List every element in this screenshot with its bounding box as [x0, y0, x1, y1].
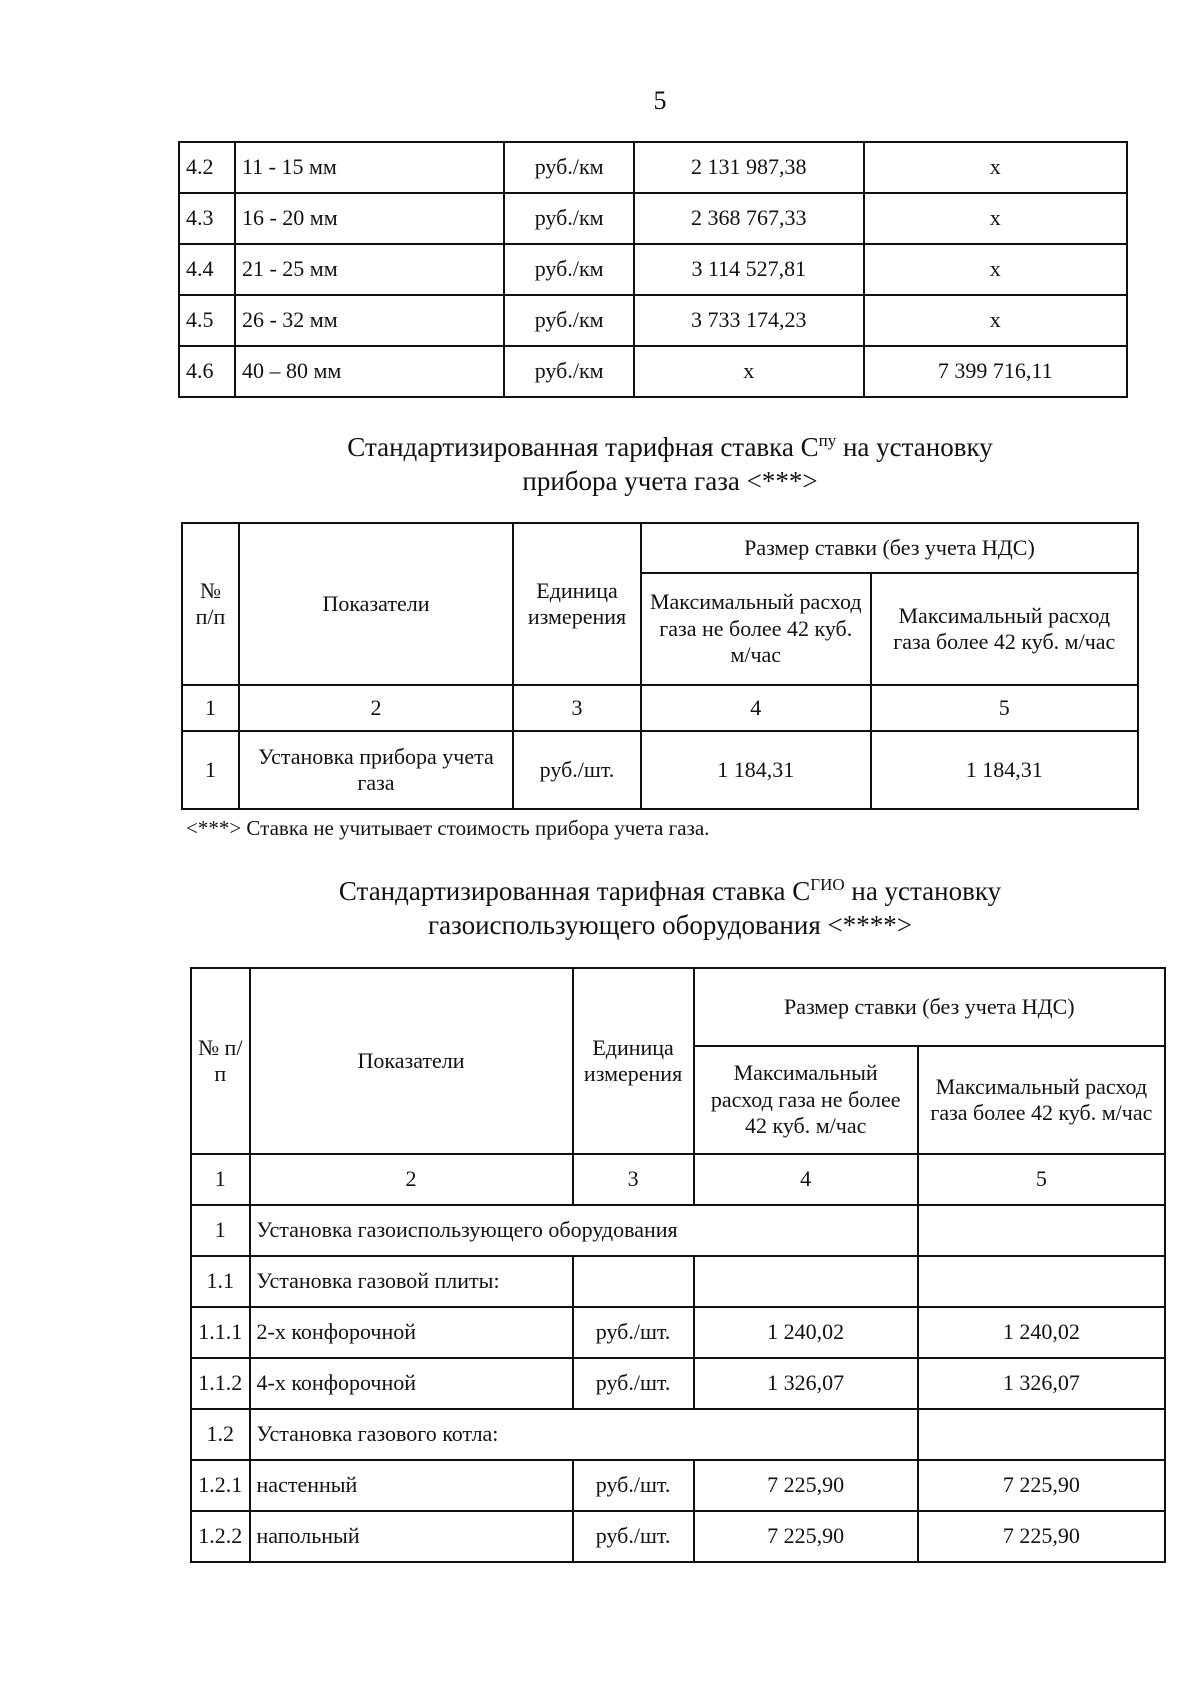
row-unit: руб./шт.	[513, 731, 641, 809]
row-number: 1.1.2	[191, 1358, 250, 1409]
empty-cell	[918, 1256, 1165, 1307]
row-number: 1	[182, 731, 239, 809]
col-number: 3	[513, 685, 641, 731]
row-name: 11 - 15 мм	[235, 142, 504, 193]
empty-cell	[918, 1205, 1165, 1256]
table-row	[182, 731, 1138, 809]
row-unit: руб./км	[504, 295, 634, 346]
row-name: напольный	[250, 1511, 573, 1562]
row-number: 4.2	[179, 142, 235, 193]
row-name: Установка прибора учета газа	[239, 731, 513, 809]
col-number: 4	[694, 1154, 918, 1205]
equipment-installation-table	[190, 967, 1166, 1563]
table-row	[191, 1511, 1165, 1562]
row-value-1: х	[634, 346, 864, 397]
row-unit: руб./км	[504, 142, 634, 193]
row-unit: руб./шт.	[573, 1511, 694, 1562]
row-name: Установка газового котла:	[250, 1409, 918, 1460]
header-indicators: Показатели	[239, 523, 513, 685]
header-max-le-42: Максимальный расход газа не более 42 куб. м/час	[694, 1046, 918, 1154]
table-row	[179, 193, 1127, 244]
column-number-row	[191, 1154, 1165, 1205]
section-3-title-line2: газоиспользующего оборудования <****>	[428, 909, 912, 940]
col-number: 5	[918, 1154, 1165, 1205]
col-number: 1	[182, 685, 239, 731]
row-name: 16 - 20 мм	[235, 193, 504, 244]
table-row	[191, 1358, 1165, 1409]
row-number: 1.1	[191, 1256, 250, 1307]
col-number: 1	[191, 1154, 250, 1205]
row-name: 2-х конфорочной	[250, 1307, 573, 1358]
row-number: 1.1.1	[191, 1307, 250, 1358]
row-value-2: 1 240,02	[918, 1307, 1165, 1358]
table-row	[191, 1307, 1165, 1358]
row-value-2: 7 225,90	[918, 1511, 1165, 1562]
table-header-row	[191, 968, 1165, 1046]
col-number: 2	[239, 685, 513, 731]
row-value-2: 7 399 716,11	[864, 346, 1127, 397]
row-value-2: х	[864, 142, 1127, 193]
row-value-1: 7 225,90	[694, 1511, 918, 1562]
row-value-2: х	[864, 244, 1127, 295]
header-unit: Единица измерения	[573, 968, 694, 1154]
row-value-1: 2 368 767,33	[634, 193, 864, 244]
group-row	[191, 1409, 1165, 1460]
col-number: 4	[641, 685, 871, 731]
section-2-heading	[0, 430, 1200, 499]
section-2-title-part1: Стандартизированная тарифная ставка С	[347, 432, 819, 462]
row-unit: руб./км	[504, 244, 634, 295]
row-value-2: х	[864, 295, 1127, 346]
row-number: 1.2	[191, 1409, 250, 1460]
row-number: 1.2.2	[191, 1511, 250, 1562]
table-row	[179, 142, 1127, 193]
row-unit: руб./шт.	[573, 1460, 694, 1511]
table-row	[179, 346, 1127, 397]
header-max-le-42: Максимальный расход газа не более 42 куб. м/час	[641, 573, 871, 685]
table-row	[191, 1460, 1165, 1511]
group-row	[191, 1256, 1165, 1307]
pipeline-rates-table	[178, 141, 1128, 398]
section-2-title-sup: пу	[818, 431, 837, 450]
row-value-2: 1 326,07	[918, 1358, 1165, 1409]
row-value-1: 7 225,90	[694, 1460, 918, 1511]
header-indicators: Показатели	[250, 968, 573, 1154]
page-number: 5	[653, 86, 667, 115]
row-name: 40 – 80 мм	[235, 346, 504, 397]
footnote: <***> Ставка не учитывает стоимость прибора учета газа.	[186, 816, 710, 840]
section-3-title-sup: ГИО	[810, 875, 845, 894]
section-2-title-part2: на установку	[836, 432, 993, 462]
row-number: 4.5	[179, 295, 235, 346]
header-rate: Размер ставки (без учета НДС)	[641, 523, 1138, 573]
row-unit: руб./шт.	[573, 1307, 694, 1358]
section-3-title-part2: на установку	[844, 876, 1002, 906]
empty-cell	[573, 1256, 694, 1307]
section-3-heading	[0, 874, 1200, 943]
section-3-title-part1: Стандартизированная тарифная ставка С	[338, 876, 811, 906]
row-value-1: 1 184,31	[641, 731, 871, 809]
row-number: 4.4	[179, 244, 235, 295]
empty-cell	[918, 1409, 1165, 1460]
row-value-2: х	[864, 193, 1127, 244]
row-name: 26 - 32 мм	[235, 295, 504, 346]
row-value-1: 2 131 987,38	[634, 142, 864, 193]
row-number: 1	[191, 1205, 250, 1256]
row-name: настенный	[250, 1460, 573, 1511]
header-max-gt-42: Максимальный расход газа более 42 куб. м/час	[918, 1046, 1165, 1154]
row-number: 1.2.1	[191, 1460, 250, 1511]
row-value-2: 7 225,90	[918, 1460, 1165, 1511]
row-value-1: 3 114 527,81	[634, 244, 864, 295]
row-value-1: 3 733 174,23	[634, 295, 864, 346]
table-row	[179, 244, 1127, 295]
header-num: № п/п	[182, 523, 239, 685]
row-number: 4.3	[179, 193, 235, 244]
empty-cell	[694, 1256, 918, 1307]
header-max-gt-42: Максимальный расход газа более 42 куб. м/час	[871, 573, 1138, 685]
header-unit: Единица измерения	[513, 523, 641, 685]
section-2-title-line2: прибора учета газа <***>	[522, 465, 818, 496]
col-number: 3	[573, 1154, 694, 1205]
row-name: Установка газоиспользующего оборудования	[250, 1205, 918, 1256]
row-number: 4.6	[179, 346, 235, 397]
column-number-row	[182, 685, 1138, 731]
meter-installation-table	[181, 522, 1139, 810]
col-number: 2	[250, 1154, 573, 1205]
table-row	[179, 295, 1127, 346]
row-name: Установка газовой плиты:	[250, 1256, 573, 1307]
row-name: 21 - 25 мм	[235, 244, 504, 295]
row-value-1: 1 326,07	[694, 1358, 918, 1409]
col-number: 5	[871, 685, 1138, 731]
header-rate: Размер ставки (без учета НДС)	[694, 968, 1165, 1046]
row-unit: руб./шт.	[573, 1358, 694, 1409]
row-value-1: 1 240,02	[694, 1307, 918, 1358]
row-name: 4-х конфорочной	[250, 1358, 573, 1409]
row-unit: руб./км	[504, 193, 634, 244]
header-num: № п/п	[191, 968, 250, 1154]
table-header-row	[182, 523, 1138, 573]
row-unit: руб./км	[504, 346, 634, 397]
group-row	[191, 1205, 1165, 1256]
row-value-2: 1 184,31	[871, 731, 1138, 809]
